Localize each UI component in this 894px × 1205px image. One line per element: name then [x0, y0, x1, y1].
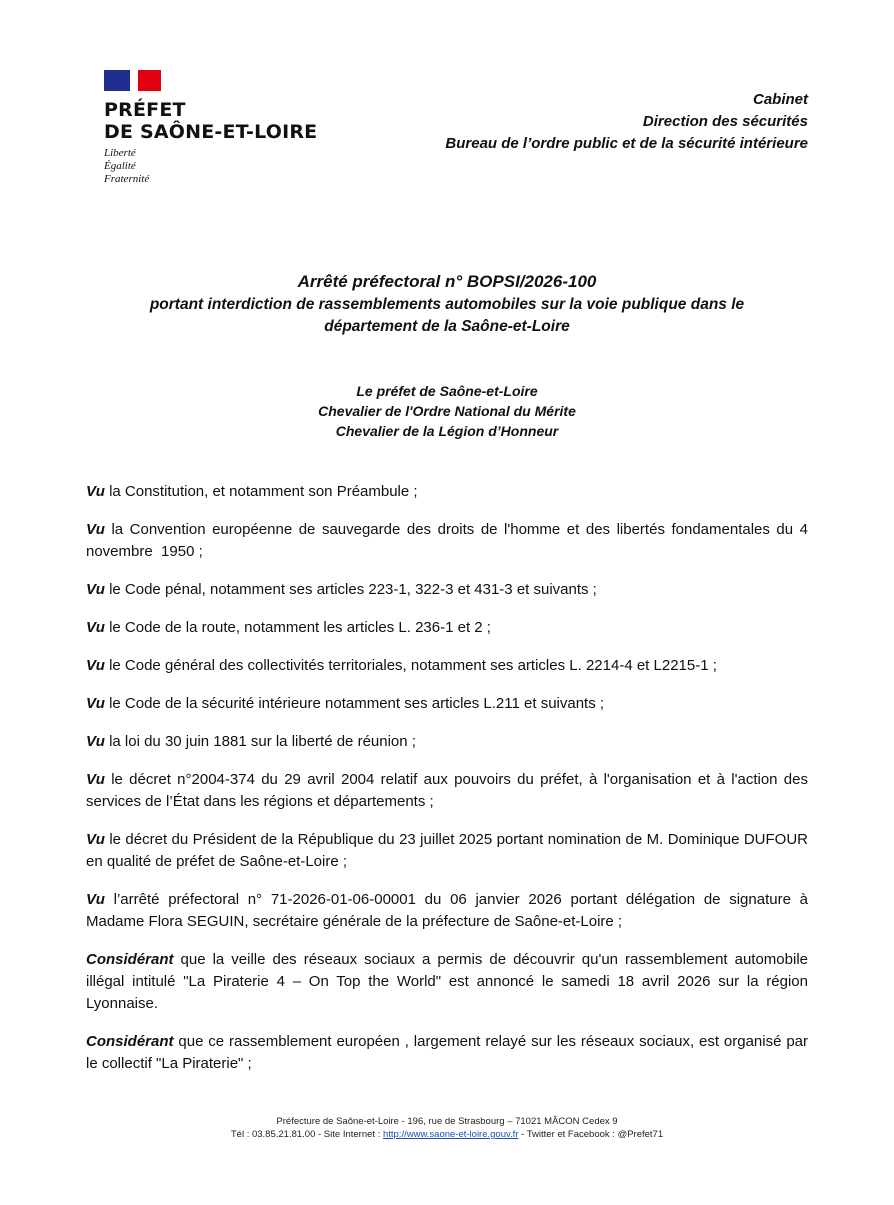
paragraph-text: la Constitution, et notamment son Préambule ; — [104, 483, 418, 500]
paragraph-lead: Vu — [86, 695, 105, 712]
title-sub2: département de la Saône-et-Loire — [324, 318, 570, 335]
paragraph-text: le décret du Président de la République du 23 juillet 2025 portant nomination de M. Dominique DUFOUR en qualité de préfet de Saône-et-Loire ; — [86, 831, 813, 870]
paragraph-text: le décret n°2004-374 du 29 avril 2004 relatif aux pouvoirs du préfet, à l'organisation et à l'action des services de l’État dans les régions et départements ; — [86, 771, 813, 810]
paragraph-text: le Code de la sécurité intérieure notamment ses articles L.211 et suivants ; — [104, 695, 605, 712]
prefet-line2: Chevalier de l'Ordre National du Mérite — [318, 403, 576, 419]
motto-liberte: Liberté — [104, 147, 136, 159]
paragraph-lead: Vu — [86, 483, 105, 500]
website-link[interactable]: http://www.saone-et-loire.gouv.fr — [382, 1129, 519, 1140]
motto-fraternite: Fraternité — [104, 173, 150, 185]
paragraph-lead: Vu — [86, 581, 105, 598]
page-footer — [0, 1115, 894, 1141]
prefet-logo — [104, 70, 317, 186]
prefet-line1: Le préfet de Saône-et-Loire — [356, 383, 538, 399]
title-main: Arrêté préfectoral n° BOPSI/2026-100 — [297, 272, 597, 291]
paragraph-lead: Considérant — [86, 951, 174, 968]
document-body — [86, 481, 813, 1091]
logo-title — [104, 99, 317, 143]
paragraph-lead: Considérant — [86, 1033, 174, 1050]
paragraph — [86, 617, 808, 639]
paragraph-lead: Vu — [86, 733, 105, 750]
service-direction: Direction des sécurités — [642, 113, 808, 130]
logo-line1: PRÉFET — [104, 99, 186, 121]
prefet-line3: Chevalier de la Légion d’Honneur — [335, 423, 559, 439]
paragraph-text: la loi du 30 juin 1881 sur la liberté de réunion ; — [104, 733, 416, 750]
paragraph — [86, 949, 813, 1015]
footer-address: Préfecture de Saône-et-Loire - 196, rue de Strasbourg – 71021 MÂCON Cedex 9 — [276, 1116, 618, 1127]
paragraph-text: le Code de la route, notamment les articles L. 236-1 et 2 ; — [104, 619, 491, 636]
paragraph — [86, 693, 808, 715]
service-cabinet: Cabinet — [752, 91, 808, 108]
issuing-service — [445, 89, 808, 155]
paragraph — [86, 579, 808, 601]
service-bureau: Bureau de l’ordre public et de la sécurité intérieure — [445, 135, 808, 152]
paragraph-text: le Code pénal, notamment ses articles 223-1, 322-3 et 431-3 et suivants ; — [104, 581, 597, 598]
paragraph — [86, 481, 808, 503]
paragraph — [86, 829, 813, 873]
paragraph-text: que la veille des réseaux sociaux a permis de découvrir qu'un rassemblement automobile illégal intitulé "La Piraterie 4 – On Top the World" est annoncé le samedi 18 avril 2026 sur la région Lyonnaise. — [86, 951, 813, 1012]
paragraph — [86, 731, 808, 753]
title-sub1: portant interdiction de rassemblements automobiles sur la voie publique dans le — [149, 296, 745, 313]
paragraph-lead: Vu — [86, 831, 105, 848]
footer-social: - Twitter et Facebook : @Prefet71 — [518, 1129, 664, 1140]
paragraph — [86, 655, 808, 677]
paragraph — [86, 1031, 813, 1075]
marianne-flag-icon — [104, 70, 161, 91]
paragraph-lead: Vu — [86, 521, 105, 538]
document-title — [86, 270, 808, 338]
paragraph — [86, 889, 813, 933]
logo-motto — [104, 147, 317, 186]
paragraph-text: que ce rassemblement européen , largement relayé sur les réseaux sociaux, est organisé par le collectif "La Piraterie" ; — [86, 1033, 813, 1072]
footer-tel: Tél : 03.85.21.81.00 - Site Internet : — [230, 1129, 383, 1140]
prefet-titles — [86, 381, 808, 441]
paragraph-text: le Code général des collectivités territoriales, notamment ses articles L. 2214-4 et L2215-1 ; — [104, 657, 717, 674]
paragraph-text: la Convention européenne de sauvegarde des droits de l'homme et des libertés fondamentales du 4 novembre 1950 ; — [86, 521, 813, 560]
paragraph-lead: Vu — [86, 619, 105, 636]
paragraph-lead: Vu — [86, 657, 105, 674]
motto-egalite: Égalité — [104, 160, 136, 172]
logo-line2: DE SAÔNE-ET-LOIRE — [104, 121, 318, 143]
paragraph-lead: Vu — [86, 771, 105, 788]
footer-contact — [0, 1128, 894, 1141]
paragraph-lead: Vu — [86, 891, 105, 908]
paragraph-text: l’arrêté préfectoral n° 71-2026-01-06-00001 du 06 janvier 2026 portant délégation de signature à Madame Flora SEGUIN, secrétaire générale de la préfecture de Saône-et-Loire ; — [86, 891, 813, 930]
paragraph — [86, 769, 813, 813]
paragraph — [86, 519, 813, 563]
